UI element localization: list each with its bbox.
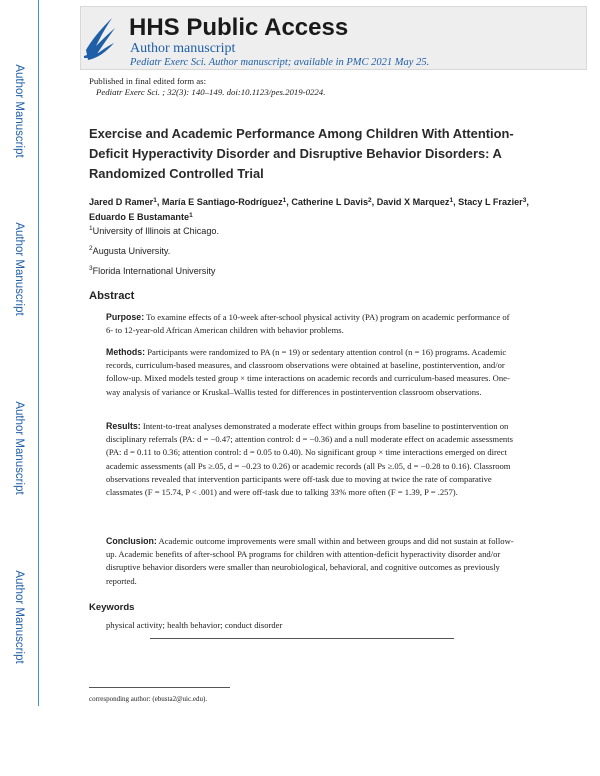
keywords-list: physical activity; health behavior; conduct disorder bbox=[106, 620, 283, 630]
corresponding-author-footnote: corresponding author: (ebusta2@uic.edu). bbox=[89, 695, 208, 703]
author-name: Eduardo E Bustamante bbox=[89, 212, 190, 222]
author-list: Jared D Ramer$^1$, María E Santiago-Rodríguez$^1$, Catherine L Davis$^2$, David X Marquez$^1$, Stacy L Frazier$^3$, Eduardo E Bustamante$^1$ bbox=[89, 197, 529, 222]
side-label: Author Manuscript bbox=[13, 401, 25, 495]
author-name: David X Marquez bbox=[376, 197, 450, 207]
published-label: Published in final edited form as: bbox=[89, 76, 207, 86]
author-name: Catherine L Davis bbox=[291, 197, 368, 207]
side-label: Author Manuscript bbox=[13, 64, 25, 158]
abstract-purpose: Purpose: To examine effects of a 10-week after-school physical activity (PA) program on academic performance of 6- to 12-year-old African American children with behavior problems. bbox=[106, 312, 510, 336]
abstract-methods: Methods: Participants were randomized to PA (n = 19) or sedentary attention control (n = 16) programs. Academic records, curriculum-based measures, and classroom observations were obtained at baseline, postintervention, and/or follow-up. Mixed models tested group × time interactions on academic records and curriculum-based measures. One-way analysis of variance or Kruskal–Wallis tested for differences in postintervention classroom observations. bbox=[106, 347, 510, 397]
margin-rule bbox=[38, 0, 39, 706]
footnote-divider bbox=[89, 687, 230, 688]
side-label: Author Manuscript bbox=[13, 570, 25, 664]
author-manuscript-label: Author manuscript bbox=[130, 41, 236, 56]
abstract-conclusion: Conclusion: Academic outcome improvements were small within and between groups and did not sustain at follow-up. Academic benefits of after-school PA programs for children with attention-deficit hyperactivity disorder and/or disruptive behavior disorders were smaller than neurobiological, behavioral, and cognitive outcomes as previously reported. bbox=[106, 536, 514, 586]
author-name: Jared D Ramer bbox=[89, 197, 154, 207]
author-name: María E Santiago-Rodríguez bbox=[161, 197, 283, 207]
published-citation: Pediatr Exerc Sci. ; 32(3): 140–149. doi:10.1123/pes.2019-0224. bbox=[96, 87, 326, 97]
hhs-eagle-icon bbox=[82, 10, 118, 64]
affiliation: $^2$Augusta University. bbox=[89, 245, 171, 256]
side-label: Author Manuscript bbox=[13, 222, 25, 316]
journal-availability: Pediatr Exerc Sci. Author manuscript; available in PMC 2021 May 25. bbox=[130, 57, 430, 68]
article-title: Exercise and Academic Performance Among Children With Attention-Deficit Hyperactivity Disorder and Disruptive Behavior Disorders: A Randomized Controlled Trial bbox=[89, 126, 514, 181]
keywords-heading: Keywords bbox=[89, 602, 135, 613]
divider bbox=[150, 638, 454, 639]
affiliation: $^1$University of Illinois at Chicago. bbox=[89, 225, 219, 236]
author-name: Stacy L Frazier bbox=[458, 197, 523, 207]
abstract-heading: Abstract bbox=[89, 290, 135, 302]
affiliation: $^3$Florida International University bbox=[89, 265, 216, 276]
abstract-results: Results: Intent-to-treat analyses demonstrated a moderate effect within groups from baseline to postintervention on disciplinary referrals (PA: d = −0.47; attention control: d = −0.36) and a null moderate effect on academic assessments (PA: d = 0.11 to 0.36; attention control: d = 0.05 to 0.40). No significant group × time interactions emerged on direct academic assessments (all Ps ≥.05, d = −0.23 to 0.26) or academic records (all Ps ≥.05, d = −0.28 to 0.16). Classroom observations revealed that intervention participants were off-task due to moving at twice the rate of comparative classmates (F = 15.74, P < .001) and were off-task due to talking 33% more often (F = 1.39, P = .257). bbox=[106, 421, 513, 498]
hhs-public-access-title: HHS Public Access bbox=[129, 14, 349, 41]
